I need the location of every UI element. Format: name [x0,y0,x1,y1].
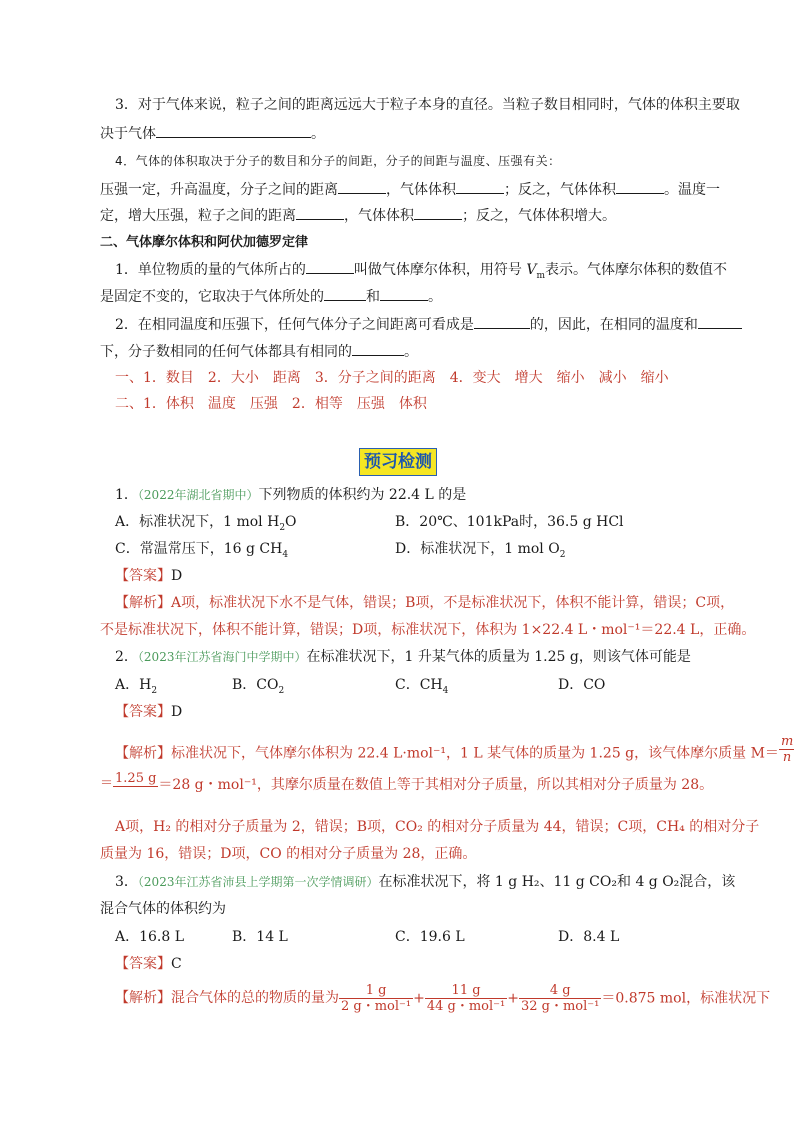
q1-option-d[interactable] [395,540,565,564]
fraction-numerator: 1.25 g [115,771,157,786]
q2-explanation-line4 [100,845,476,863]
fraction-m-over-n [779,734,794,765]
text: 表示。气体摩尔体积的数值不 [545,262,728,278]
subscript: 4 [442,685,449,696]
fill-blank[interactable] [296,206,344,220]
paragraph-5-line1 [100,180,720,199]
text: 二、1．体积 温度 压强 2．相等 压强 体积 [115,396,427,412]
fraction-numerator: m [780,734,794,749]
fraction-denominator: 44 g・mol⁻¹ [426,999,506,1014]
fill-blank[interactable] [456,180,504,194]
text: + [507,990,519,1007]
text: 是固定不变的，它取决于气体所处的 [100,289,324,305]
text: 标准状况下，气体摩尔体积为 22.4 L·mol⁻¹，1 L 某气体的质量为 1.25 g，该气体摩尔质量 M＝ [171,745,779,762]
q1-option-a[interactable] [115,513,297,537]
q2-explanation-line3 [115,818,759,836]
text: 下列物质的体积约为 22.4 L 的是 [258,487,467,503]
q1-option-b[interactable] [395,513,624,531]
question-source: （2023年江苏省海门中学期中） [137,650,307,664]
text: 压强一定，升高温度，分子之间的距离 [100,182,338,198]
fraction-1-25 [113,771,158,787]
fill-blank[interactable] [306,260,354,274]
question-number: 2． [115,649,138,665]
sec2-q1-line1 [115,260,727,285]
fill-blank[interactable] [474,315,530,329]
fill-blank[interactable] [380,287,428,301]
text: ；反之，气体体积增大。 [462,208,616,224]
subscript: m [536,270,546,281]
fraction-denominator: n [782,750,792,765]
text: ；反之，气体体积 [504,182,616,198]
text: O [285,514,297,530]
fill-blank[interactable] [616,180,664,194]
q3-option-b[interactable] [232,928,288,946]
text: 决于气体 [100,126,156,142]
question-source: （2022年湖北省期中） [137,488,259,502]
question-source: （2023年江苏省沛县上学期第一次学情调研） [137,875,379,889]
q2-stem [115,648,691,666]
q3-option-c[interactable] [395,928,465,946]
fill-blank[interactable] [352,342,404,356]
answer-line-1 [115,369,669,387]
q2-option-a[interactable] [115,676,157,700]
question-number: 3． [115,874,138,890]
text: 不是标准状况下，体积不能计算，错误；D项，标准状况下，体积为 1×22.4 L・mol⁻¹＝22.4 L，正确。 [100,622,756,638]
fill-blank[interactable] [324,287,366,301]
answer-value: C [171,956,182,972]
q1-explanation-line1 [115,594,734,612]
text: 2．在相同温度和压强下，任何气体分子之间距离可看成是 [115,317,474,333]
fraction-numerator: 4 g [519,983,601,999]
text: 1．单位物质的量的气体所占的 [115,262,306,278]
text: 质量为 16，错误；D项，CO 的相对分子质量为 28，正确。 [100,846,477,862]
text: 在标准状况下，将 1 g H₂、11 g CO₂和 4 g O₂混合，该 [378,874,736,890]
q3-stem-line2 [100,900,226,918]
text: 下，分子数相同的任何气体都具有相同的 [100,344,352,360]
text: 和 [366,289,380,305]
text: 3．对于气体来说，粒子之间的距离远远大于粒子本身的直径。当粒子数目相同时，气体的体积主要取 [115,97,740,113]
text: A项，标准状况下水不是气体，错误；B项，不是标准状况下，体积不能计算，错误；C项， [171,595,735,611]
fraction-co2 [425,983,507,1014]
fraction-mass-over-volume [100,776,113,791]
q1-explanation-line2 [100,621,755,639]
text: D．标准状况下，1 mol O [395,541,560,557]
text: 混合气体的总的物质的量为 [171,989,339,1006]
answer-value: D [171,568,183,584]
text: ＝0.875 mol，标准状况下 [601,990,771,1007]
q3-stem-line1 [115,873,735,891]
fraction-denominator: 32 g・mol⁻¹ [520,999,600,1014]
text: 4．气体的体积取决于分子的数目和分子的间距，分子的间距与温度、压强有关： [115,154,561,168]
answer-label: 【答案】 [115,568,171,584]
fill-blank[interactable] [156,124,311,138]
text: A．H [115,677,152,693]
text: D．CO [558,677,606,693]
text: C．CH [395,677,443,693]
fraction-o2 [519,983,601,1014]
fill-blank[interactable] [698,315,742,329]
text: 在标准状况下，1 升某气体的质量为 1.25 g，则该气体可能是 [306,649,691,665]
subscript: 2 [151,685,158,696]
text: 。 [311,126,325,142]
text: B．20℃、101kPa时，36.5 g HCl [395,514,624,530]
answer-value: D [171,704,183,720]
fraction-denominator: 2 g・mol⁻¹ [341,999,412,1014]
text: + [413,990,425,1007]
text: 叫做气体摩尔体积，用符号 [353,262,522,278]
text: C．19.6 L [395,929,465,945]
q1-answer [115,567,182,585]
subscript: 2 [559,549,566,560]
text: 的，因此，在相同的温度和 [529,317,698,333]
q1-stem [115,486,466,504]
section-heading [100,234,308,252]
q1-option-c[interactable] [115,540,288,564]
fraction-numerator: 11 g [425,983,507,999]
text: 。温度一 [664,182,720,198]
text: A．16.8 L [115,929,185,945]
subscript: 2 [279,522,286,533]
q2-option-b[interactable] [232,676,284,700]
text: 。 [404,344,418,360]
text: ＝28 g・mol⁻¹，其摩尔质量在数值上等于其相对分子质量，所以其相对分子质量为 28。 [158,777,714,793]
paragraph-5-line2 [100,206,616,225]
sec2-q2-line2 [100,342,418,361]
q2-answer [115,703,182,721]
answer-line-2 [115,395,427,413]
text: D．8.4 L [558,929,620,945]
answer-label: 【答案】 [115,704,171,720]
paragraph-3-line2 [100,124,325,143]
explanation-label: 【解析】 [115,595,171,611]
subscript: 2 [278,685,285,696]
fill-blank[interactable] [338,180,386,194]
q2-option-d[interactable] [558,676,605,694]
paragraph-4 [115,152,561,170]
question-number: 1． [115,487,138,503]
section-banner: 预习检测 [359,448,437,476]
text: C．常温常压下，16 g CH [115,541,283,557]
q3-option-d[interactable] [558,928,619,946]
q2-option-c[interactable] [395,676,448,700]
answer-label: 【答案】 [115,956,171,972]
text: ，气体体积 [344,208,414,224]
text: B．CO [232,677,279,693]
q3-explanation [115,983,770,1014]
q2-explanation-line2 [100,771,714,794]
fraction-h2 [339,983,413,1014]
subscript: 4 [282,549,289,560]
symbol: V [526,262,537,278]
text: 二、气体摩尔体积和阿伏加德罗定律 [100,235,309,250]
text: ＝ [100,775,114,791]
q3-option-a[interactable] [115,928,184,946]
text: B．14 L [232,929,288,945]
q2-explanation-line1 [115,734,794,769]
fill-blank[interactable] [414,206,462,220]
paragraph-3-line1 [115,96,740,114]
text: 一、1．数目 2．大小 距离 3．分子之间的距离 4．变大 增大 缩小 减小 缩小 [115,370,669,386]
sec2-q2-line1 [115,315,742,334]
q3-answer [115,955,182,973]
text: A．标准状况下，1 mol H [115,514,280,530]
text: ，气体体积 [386,182,456,198]
text: 混合气体的体积约为 [100,901,226,917]
text: 。 [428,289,442,305]
fraction-numerator: 1 g [339,983,413,999]
text: A项，H₂ 的相对分子质量为 2，错误；B项，CO₂ 的相对分子质量为 44，错误；C项，CH₄ 的相对分子 [115,819,760,835]
explanation-label: 【解析】 [115,745,171,762]
explanation-label: 【解析】 [115,989,171,1006]
text: 定，增大压强，粒子之间的距离 [100,208,296,224]
sec2-q1-line2 [100,287,442,306]
